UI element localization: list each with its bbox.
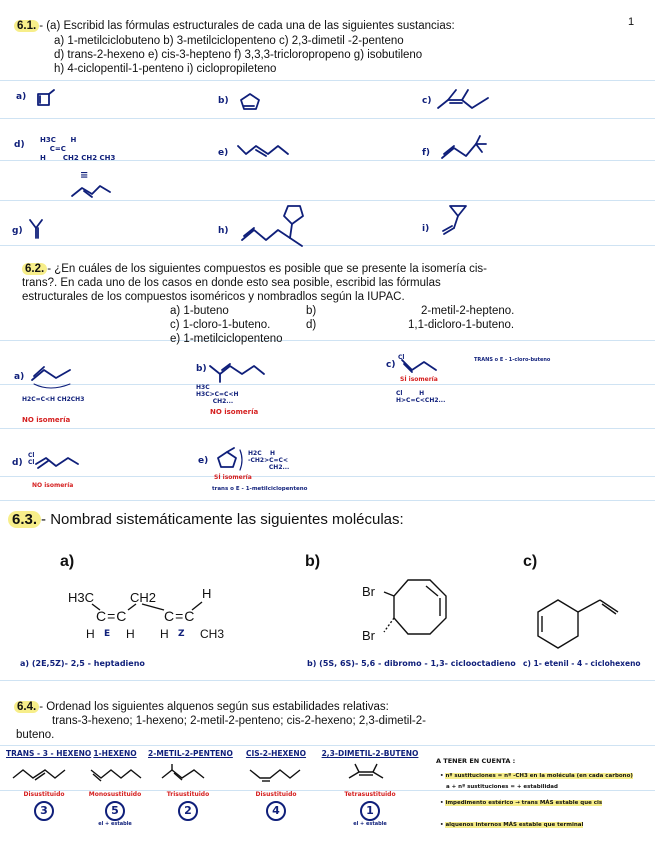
s64-intro: - Ordenad los siguientes alquenos según sus estabilidades relativas: xyxy=(39,701,389,713)
bullet-1-text: nº sustituciones = nº -CH3 en la molécula (en cada carbono) xyxy=(445,773,633,779)
mol-c xyxy=(528,592,638,662)
s62-ans-d-note: NO isomería xyxy=(32,482,74,489)
col-structure xyxy=(87,764,143,784)
s61-label-h: h) xyxy=(218,226,229,236)
s62-line1 xyxy=(22,263,487,277)
s64-bullet-3: • alquenos internos MÁS estable que terminal xyxy=(440,822,584,828)
s61-label-c: c) xyxy=(422,96,432,106)
rule xyxy=(0,476,655,477)
mol-a-h1: H xyxy=(86,627,95,641)
s62-ans-e-note: SÍ isomería xyxy=(214,474,252,481)
s63-ans-c: c) 1- etenil - 4 - ciclohexeno xyxy=(523,659,641,668)
mol-a-h3: H xyxy=(160,627,169,641)
bullet-2-text: impedimento estérico → trans MÁS estable que cis xyxy=(445,800,603,806)
rule xyxy=(0,245,655,246)
s62-ans-b-label: b) xyxy=(196,364,207,374)
s64-col-3 xyxy=(148,749,233,821)
col-name: 1-HEXENO xyxy=(93,749,137,758)
s63-label-b: b) xyxy=(305,553,321,570)
mol-a-ch3: CH3 xyxy=(200,627,225,641)
molecule-a xyxy=(36,88,56,108)
s64-bullet-2: • impedimento estérico → trans MÁS estable que cis xyxy=(440,800,603,806)
molecule-2b xyxy=(208,356,268,382)
s61-label-i: i) xyxy=(422,224,430,234)
s64-list2: buteno. xyxy=(16,729,55,741)
s64-col-1 xyxy=(6,749,92,821)
molecule-d-skeletal xyxy=(70,180,114,200)
col-sub: Trisustituido xyxy=(166,791,210,798)
col-rank: 2 xyxy=(178,801,198,821)
formula-2b: H3C H3C>C=C<H CH2... xyxy=(196,384,239,405)
col-name: 2,3-DIMETIL-2-BUTENO xyxy=(321,749,419,758)
rule xyxy=(0,200,655,201)
mol-b-br-bottom: Br xyxy=(362,628,375,643)
rule xyxy=(0,745,655,746)
s63-heading xyxy=(8,511,404,528)
s62-opt-d-name: 1,1-dicloro-1-buteno. xyxy=(408,319,515,331)
molecule-d-text: H3C H C=C H CH2 CH2 CH3 xyxy=(40,136,116,162)
col-rank: 5 xyxy=(105,801,125,821)
s64-col-2 xyxy=(86,749,144,827)
s62-opt-d: d) xyxy=(306,319,317,331)
s64-heading xyxy=(14,701,389,715)
s62-ans-a-label: a) xyxy=(14,372,25,382)
rule xyxy=(0,340,655,341)
s64-list: trans-3-hexeno; 1-hexeno; 2-metil-2-penteno; cis-2-hexeno; 2,3-dimetil-2- xyxy=(52,715,426,727)
mol-a-h2: H xyxy=(126,627,135,641)
cl-label-2c: Cl xyxy=(398,354,405,361)
rule xyxy=(0,80,655,81)
s62-text1: - ¿En cuáles de los siguientes compuestos es posible que se presente la isomería cis- xyxy=(47,263,487,275)
molecule-2c xyxy=(398,354,448,378)
s63-label-c: c) xyxy=(523,553,538,570)
col-sub: Disustituido xyxy=(255,791,297,798)
molecule-2d xyxy=(30,448,80,474)
s63-ans-b: b) (5S, 6S)- 5,6 - dibromo - 1,3- ciclooctadieno xyxy=(307,659,516,668)
formula-2a: H2C=C<H CH2CH3 xyxy=(22,396,85,403)
s62-trans-e: trans o E - 1-metilciclopenteno xyxy=(212,486,308,492)
s63-number: 6.3. xyxy=(8,511,41,528)
molecule-f xyxy=(440,134,490,164)
bullet-3-text: alquenos internos MÁS estable que terminal xyxy=(445,822,584,828)
rule xyxy=(0,500,655,501)
s61-number: 6.1. xyxy=(14,20,39,32)
formula-2c: Cl H H>C=C<CH2... xyxy=(396,390,446,404)
col-sub: Disustituido xyxy=(23,791,65,798)
s61-label-f: f) xyxy=(422,148,431,158)
s64-tener: A TENER EN CUENTA : xyxy=(436,757,516,765)
mol-a-ch2: CH2 xyxy=(130,590,157,605)
s62-ans-c-label: c) xyxy=(386,360,396,370)
mol-a-h3c: H3C xyxy=(68,590,95,605)
s61-line2: d) trans-2-hexeno e) cis-3-hepteno f) 3,3,3-tricloropropeno g) isobutileno xyxy=(54,49,423,61)
col-rank: 3 xyxy=(34,801,54,821)
col-rank: 4 xyxy=(266,801,286,821)
rule xyxy=(0,428,655,429)
s61-label-d: d) xyxy=(14,140,25,150)
s63-label-a: a) xyxy=(60,553,75,570)
s62-text2: trans?. En cada uno de los casos en donde esto sea posible, escribid las fórmulas xyxy=(22,277,441,289)
s62-trans-c: TRANS o E - 1-cloro-buteno xyxy=(474,357,551,363)
mol-a-e: E xyxy=(104,629,111,639)
s64-bullet-1b: a + nº sustituciones = + estabilidad xyxy=(446,784,558,790)
s62-ans-a-note: NO isomería xyxy=(22,416,71,424)
s64-number: 6.4. xyxy=(14,701,39,713)
s61-line3: h) 4-ciclopentil-1-penteno i) ciclopropileteno xyxy=(54,63,277,75)
mol-a-bonds xyxy=(80,600,220,630)
mol-a-c1: C=C xyxy=(96,608,128,624)
s64-bullet-1: • nº sustituciones = nº -CH3 en la molécula (en cada carbono) xyxy=(440,773,633,779)
molecule-c xyxy=(436,88,496,112)
cl-label-2d: Cl Cl xyxy=(28,452,35,466)
col-structure xyxy=(345,764,395,784)
s61-heading xyxy=(14,20,455,34)
col-name: CIS-2-HEXENO xyxy=(245,749,307,758)
s61-label-g: g) xyxy=(12,226,23,236)
s62-ans-d-label: d) xyxy=(12,458,23,468)
molecule-g xyxy=(28,218,44,240)
mol-b-br-top: Br xyxy=(362,584,375,599)
mol-b-ring xyxy=(380,574,460,654)
col-note: el + estable xyxy=(98,821,132,827)
molecule-h xyxy=(240,204,320,248)
col-name: 2-METIL-2-PENTENO xyxy=(148,749,233,758)
molecule-2a xyxy=(30,362,80,388)
col-note: el + estable xyxy=(353,821,387,827)
s61-label-a: a) xyxy=(16,92,27,102)
s61-intro: - (a) Escribid las fórmulas estructurales de cada una de las siguientes sustancias: xyxy=(39,20,455,32)
s62-ans-e-label: e) xyxy=(198,456,209,466)
s61-line1: a) 1-metilciclobuteno b) 3-metilciclopenteno c) 2,3-dimetil -2-penteno xyxy=(54,35,404,47)
mol-a-h-top: H xyxy=(202,586,212,601)
formula-2e: H2C H -CH2>C=C< CH2... xyxy=(248,450,290,471)
molecule-e xyxy=(236,140,292,162)
s62-opt-b: b) xyxy=(306,305,317,317)
rule xyxy=(0,384,655,385)
page-number: 1 xyxy=(628,16,635,28)
rule xyxy=(0,680,655,681)
col-structure xyxy=(246,764,306,784)
s62-opt-e: e) 1-metilciclopenteno xyxy=(170,333,283,345)
s62-opt-a: a) 1-buteno xyxy=(170,305,229,317)
s63-title: - Nombrad sistemáticamente las siguientes moléculas: xyxy=(41,511,404,528)
col-name: TRANS - 3 - HEXENO xyxy=(6,749,92,758)
s62-ans-c-note: SÍ isomería xyxy=(400,376,438,383)
s61-label-e: e) xyxy=(218,148,229,158)
s64-col-5 xyxy=(318,749,422,827)
s62-ans-b-note: NO isomería xyxy=(210,408,259,416)
col-rank: 1 xyxy=(360,801,380,821)
molecule-b xyxy=(238,92,262,112)
col-sub: Monosustituido xyxy=(88,791,142,798)
col-structure xyxy=(9,764,79,784)
s62-number: 6.2. xyxy=(22,263,47,275)
s62-opt-c: c) 1-cloro-1-buteno. xyxy=(170,319,271,331)
s64-col-4 xyxy=(236,749,316,821)
equiv-icon: ≡ xyxy=(80,170,89,181)
molecule-i xyxy=(440,204,472,240)
mol-a-c2: C=C xyxy=(164,608,196,624)
mol-a-z: Z xyxy=(178,629,185,639)
rule xyxy=(0,118,655,119)
col-structure xyxy=(158,764,218,784)
molecule-2e xyxy=(214,448,244,472)
s62-text3: estructurales de los compuestos isoméricos y nombradlos según la IUPAC. xyxy=(22,291,405,303)
s62-opt-b-name: 2-metil-2-hepteno. xyxy=(421,305,515,317)
s61-label-b: b) xyxy=(218,96,229,106)
s63-ans-a: a) (2E,5Z)- 2,5 - heptadieno xyxy=(20,659,145,668)
col-sub: Tetrasustituido xyxy=(344,791,396,798)
